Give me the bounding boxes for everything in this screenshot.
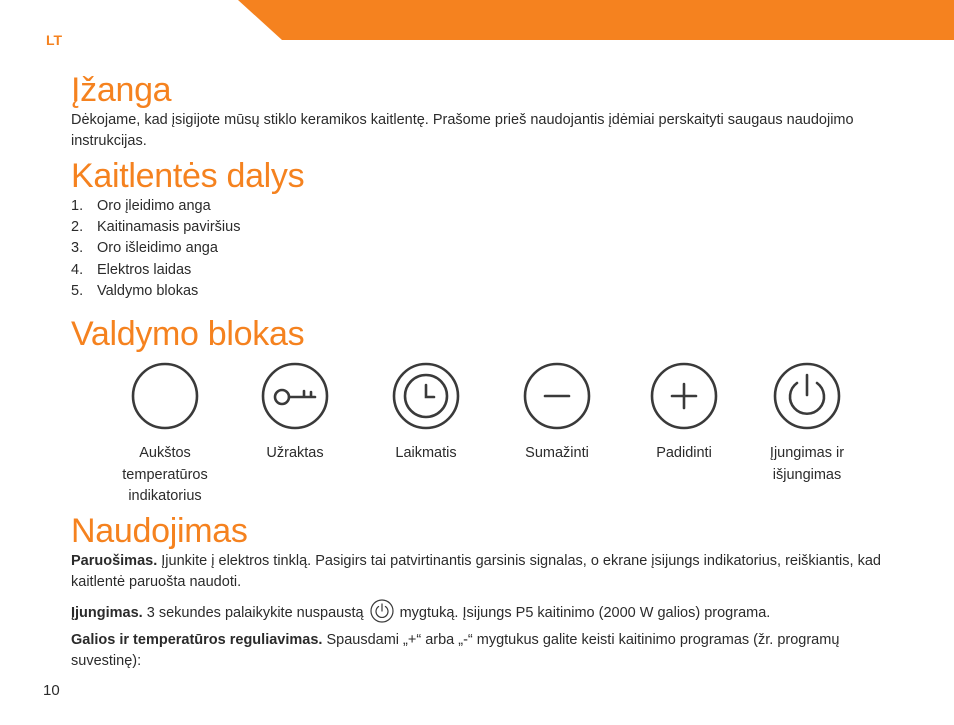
- clock-icon: [391, 361, 461, 431]
- control-label: Laikmatis: [395, 445, 457, 462]
- intro-section: [71, 70, 901, 152]
- list-item: 2. Kaitinamasis paviršius: [71, 219, 241, 236]
- parts-section: [71, 156, 901, 302]
- list-item: 1. Oro įleidimo anga: [71, 198, 211, 214]
- usage-preparation-label: Paruošimas.: [71, 553, 158, 570]
- control-label: Aukštos temperatūros indikatorius: [122, 445, 208, 505]
- page-content: [71, 70, 901, 678]
- circle-icon: [130, 361, 200, 431]
- parts-title: Kaitlentės dalys: [71, 157, 305, 195]
- usage-switch-on: Įjungimas. 3 sekundes palaikykite nuspaustą mygtuką. Įsijungs P5 kaitinimo (2000 W galios) programa.: [71, 599, 901, 624]
- control-label: Sumažinti: [525, 445, 589, 462]
- list-item: 5. Valdymo blokas: [71, 282, 199, 299]
- control-label: Užraktas: [266, 445, 324, 462]
- page-number: 10: [43, 682, 60, 699]
- control-label: Padidinti: [656, 445, 712, 462]
- usage-section: [71, 511, 901, 672]
- intro-title: Įžanga: [71, 71, 172, 109]
- header-orange-band: [0, 0, 954, 40]
- list-item: 3. Oro išleidimo anga: [71, 240, 218, 257]
- usage-power-adjust: Galios ir temperatūros reguliavimas. Spausdami „+“ arba „-“ mygtukus galite keisti kaitinimo programas (žr. programų suvestinę):: [71, 632, 840, 670]
- parts-list: [71, 196, 901, 302]
- usage-switch-on-label: Įjungimas.: [71, 605, 143, 622]
- panel-title: Valdymo blokas: [71, 315, 305, 354]
- lock-key-icon: [260, 361, 330, 431]
- usage-title: Naudojimas: [71, 512, 248, 551]
- power-icon: [772, 361, 842, 431]
- minus-icon: [522, 361, 592, 431]
- usage-power-adjust-label: Galios ir temperatūros reguliavimas.: [71, 632, 323, 649]
- intro-text: Dėkojame, kad įsigijote mūsų stiklo keramikos kaitlentę. Prašome prieš naudojantis įdėmiai perskaityti saugaus naudojimo instrukcijas.: [71, 112, 854, 149]
- usage-preparation: Paruošimas. Įjunkite į elektros tinklą. Pasigirs tai patvirtinantis garsinis signalas, o ekrane įsijungs indikatorius, reiškiantis, kad kaitlentė paruošta naudoti.: [71, 553, 881, 591]
- power-icon: [370, 599, 394, 623]
- panel-section: [71, 314, 901, 511]
- control-label: Įjungimas ir išjungimas: [769, 445, 845, 483]
- plus-icon: [649, 361, 719, 431]
- control-panel-icons: [71, 361, 901, 511]
- language-code: LT: [46, 32, 63, 48]
- list-item: 4. Elektros laidas: [71, 261, 192, 278]
